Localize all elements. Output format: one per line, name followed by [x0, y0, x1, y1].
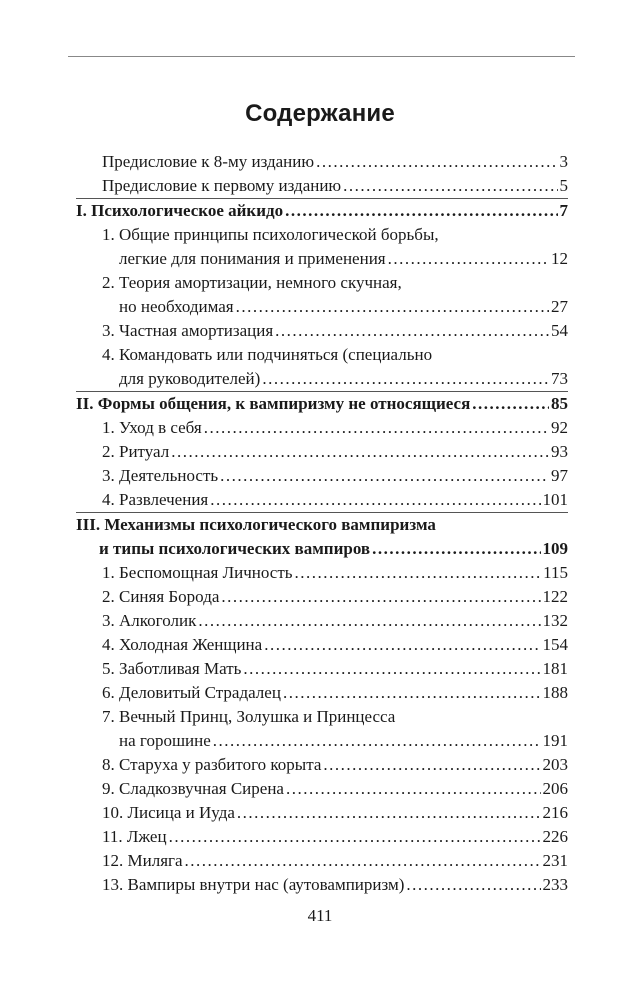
- toc-entry[interactable]: [76, 150, 568, 174]
- toc-entry-label: 2. Синяя Борода: [102, 587, 220, 606]
- dot-leader: [171, 440, 549, 464]
- toc-entry-label-line1: III. Механизмы психологического вампиризма: [76, 515, 436, 534]
- dot-leader: [285, 199, 557, 223]
- dot-leader: [343, 174, 557, 198]
- dot-leader: [169, 825, 541, 849]
- toc-entry[interactable]: [76, 849, 568, 873]
- toc-entry[interactable]: [76, 801, 568, 825]
- toc-entry[interactable]: [76, 174, 568, 198]
- toc-entry-label-line1: 1. Общие принципы психологической борьбы,: [102, 225, 439, 244]
- dot-leader: [323, 753, 540, 777]
- dot-leader: [185, 849, 541, 873]
- toc-entry[interactable]: [76, 657, 568, 681]
- dot-leader: [472, 392, 549, 416]
- toc-entry[interactable]: [76, 873, 568, 897]
- dot-leader: [316, 150, 557, 174]
- header-rule: [68, 56, 575, 57]
- toc-entry[interactable]: [76, 343, 568, 391]
- toc-entry-label-line2: легкие для понимания и применения: [119, 249, 386, 268]
- dot-leader: [406, 873, 540, 897]
- toc-entry-label-line2: для руководителей): [119, 369, 261, 388]
- toc-entry-label-line2: на горошине: [119, 731, 211, 750]
- dot-leader: [283, 681, 541, 705]
- page-title: Содержание: [245, 100, 395, 127]
- toc-entry-label: 10. Лисица и Иуда: [102, 803, 235, 822]
- toc-entry[interactable]: [76, 753, 568, 777]
- toc-entry-page: 12: [551, 249, 568, 268]
- toc-entry-label: 3. Алкоголик: [102, 611, 197, 630]
- dot-leader: [295, 561, 542, 585]
- toc-entry-page: 233: [542, 875, 568, 894]
- toc-entry[interactable]: [76, 464, 568, 488]
- toc-entry-page: 92: [551, 418, 568, 437]
- toc-entry-label: 9. Сладкозвучная Сирена: [102, 779, 284, 798]
- toc-entry[interactable]: [76, 825, 568, 849]
- toc-entry-label: 4. Холодная Женщина: [102, 635, 263, 654]
- toc-entry-page: 101: [542, 490, 568, 509]
- dot-leader: [388, 247, 549, 271]
- toc-entry-label-line1: 7. Вечный Принц, Золушка и Принцесса: [102, 707, 396, 726]
- dot-leader: [236, 295, 549, 319]
- toc-entry-page: 109: [542, 539, 568, 558]
- toc-entry-page: 27: [551, 297, 568, 316]
- toc-entry-page: 226: [542, 827, 568, 846]
- toc-entry-page: 3: [559, 152, 568, 171]
- toc-entry[interactable]: [76, 705, 568, 753]
- toc-section-heading[interactable]: [76, 513, 568, 561]
- toc-entry-page: 97: [551, 466, 568, 485]
- dot-leader: [221, 585, 540, 609]
- toc-entry-page: 206: [542, 779, 568, 798]
- toc-entry-label-line2: но необходимая: [119, 297, 234, 316]
- toc-entry-page: 216: [542, 803, 568, 822]
- toc-entry-page: 85: [551, 394, 568, 413]
- toc-entry-page: 54: [551, 321, 568, 340]
- toc-section-heading[interactable]: [76, 199, 568, 223]
- toc-entry-label: I. Психологическое айкидо: [76, 201, 284, 220]
- dot-leader: [204, 416, 549, 440]
- table-of-contents: [76, 150, 568, 897]
- dot-leader: [198, 609, 540, 633]
- toc-entry[interactable]: [76, 681, 568, 705]
- dot-leader: [275, 319, 549, 343]
- dot-leader: [210, 488, 540, 512]
- dot-leader: [237, 801, 541, 825]
- toc-entry[interactable]: [76, 440, 568, 464]
- toc-entry-page: 122: [542, 587, 568, 606]
- dot-leader: [243, 657, 540, 681]
- toc-entry[interactable]: [76, 416, 568, 440]
- toc-entry-label-line2: и типы психологических вампиров: [99, 539, 371, 558]
- toc-entry[interactable]: [76, 633, 568, 657]
- page-number: 411: [307, 906, 333, 925]
- toc-entry-page: 115: [543, 563, 568, 582]
- toc-entry-page: 231: [542, 851, 568, 870]
- dot-leader: [262, 367, 549, 391]
- toc-entry[interactable]: [76, 561, 568, 585]
- toc-entry[interactable]: [76, 319, 568, 343]
- toc-entry-page: 7: [559, 201, 568, 220]
- toc-entry-label: 2. Ритуал: [102, 442, 170, 461]
- toc-entry-page: 132: [542, 611, 568, 630]
- dot-leader: [220, 464, 549, 488]
- toc-entry[interactable]: [76, 223, 568, 271]
- toc-entry-label: 6. Деловитый Страдалец: [102, 683, 281, 702]
- toc-entry[interactable]: [76, 777, 568, 801]
- toc-entry-page: 5: [559, 176, 568, 195]
- toc-entry-page: 188: [542, 683, 568, 702]
- toc-entry-page: 191: [542, 731, 568, 750]
- dot-leader: [213, 729, 541, 753]
- toc-entry-label: 1. Беспомощная Личность: [102, 563, 293, 582]
- dot-leader: [372, 537, 540, 561]
- toc-entry-page: 203: [542, 755, 568, 774]
- toc-section-heading[interactable]: [76, 392, 568, 416]
- toc-entry-label: II. Формы общения, к вампиризму не относящиеся: [76, 394, 471, 413]
- toc-entry[interactable]: [76, 609, 568, 633]
- toc-entry-label: 12. Миляга: [102, 851, 183, 870]
- toc-entry-page: 73: [551, 369, 568, 388]
- toc-entry-label: Предисловие к 8-му изданию: [102, 152, 315, 171]
- toc-entry-page: 93: [551, 442, 568, 461]
- toc-entry-label: 1. Уход в себя: [102, 418, 202, 437]
- dot-leader: [264, 633, 540, 657]
- toc-entry[interactable]: [76, 271, 568, 319]
- toc-entry[interactable]: [76, 488, 568, 512]
- toc-entry-label-line1: 4. Командовать или подчиняться (специально: [102, 345, 433, 364]
- toc-entry-label: Предисловие к первому изданию: [102, 176, 342, 195]
- toc-entry-page: 181: [542, 659, 568, 678]
- toc-entry-label-line1: 2. Теория амортизации, немного скучная,: [102, 273, 402, 292]
- toc-entry-label: 4. Развлечения: [102, 490, 209, 509]
- toc-entry-label: 5. Заботливая Мать: [102, 659, 242, 678]
- toc-entry-label: 3. Частная амортизация: [102, 321, 274, 340]
- toc-entry[interactable]: [76, 585, 568, 609]
- toc-entry-page: 154: [542, 635, 568, 654]
- toc-entry-label: 3. Деятельность: [102, 466, 219, 485]
- dot-leader: [286, 777, 541, 801]
- toc-entry-label: 8. Старуха у разбитого корыта: [102, 755, 322, 774]
- toc-entry-label: 13. Вампиры внутри нас (аутовампиризм): [102, 875, 405, 894]
- toc-entry-label: 11. Лжец: [102, 827, 167, 846]
